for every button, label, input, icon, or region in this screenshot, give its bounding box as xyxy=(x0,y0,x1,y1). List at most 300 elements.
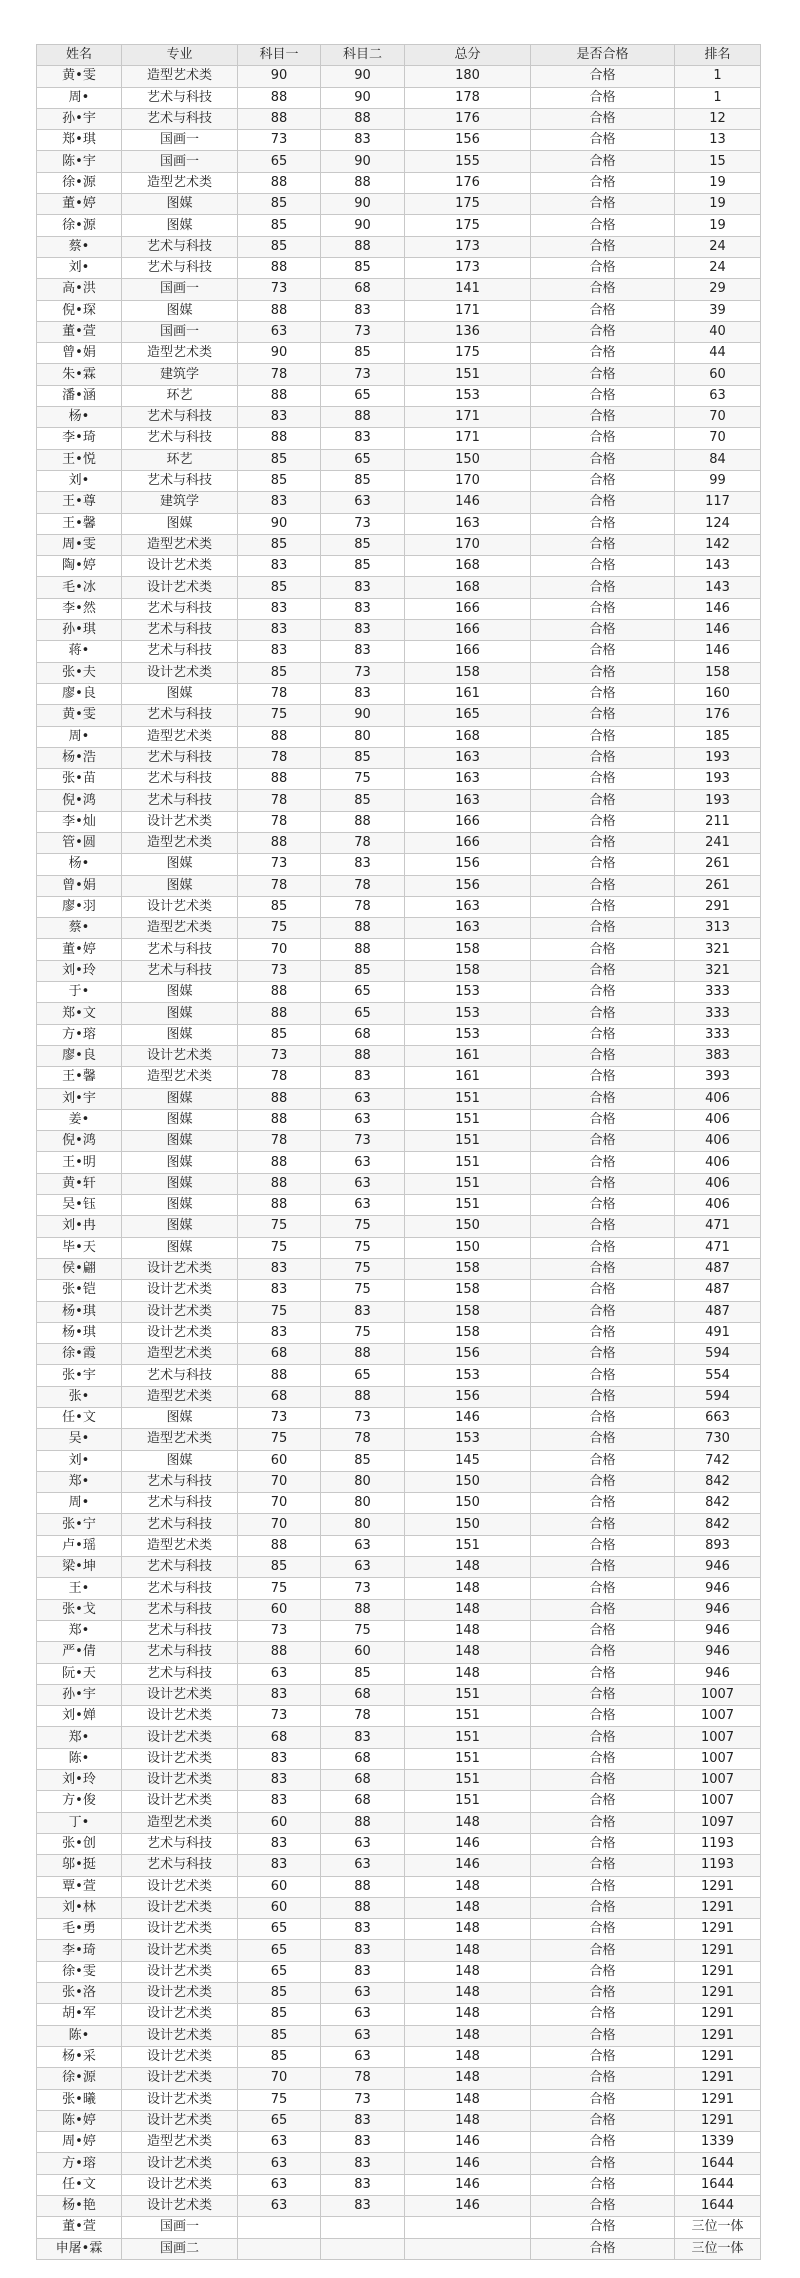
total-cell: 150 xyxy=(405,1493,531,1514)
subject-2-cell: 63 xyxy=(321,1088,405,1109)
name-cell: 张•洛 xyxy=(37,1983,122,2004)
rank-cell: 146 xyxy=(675,598,761,619)
name-cell: 周•雯 xyxy=(37,534,122,555)
score-table-container xyxy=(36,44,760,2260)
table-row xyxy=(37,2195,761,2216)
rank-cell: 406 xyxy=(675,1088,761,1109)
name-cell: 陈•婷 xyxy=(37,2110,122,2131)
subject-2-cell: 85 xyxy=(321,1450,405,1471)
subject-2-cell: 75 xyxy=(321,1280,405,1301)
table-row xyxy=(37,1514,761,1535)
rank-cell: 193 xyxy=(675,769,761,790)
qualified-cell: 合格 xyxy=(531,1642,675,1663)
table-row xyxy=(37,513,761,534)
rank-cell: 三位一体 xyxy=(675,2217,761,2238)
subject-2-cell: 90 xyxy=(321,87,405,108)
total-cell: 148 xyxy=(405,1961,531,1982)
subject-1-cell: 83 xyxy=(238,1684,321,1705)
major-cell: 造型艺术类 xyxy=(122,172,238,193)
major-cell: 图媒 xyxy=(122,1109,238,1130)
qualified-cell: 合格 xyxy=(531,982,675,1003)
total-cell: 146 xyxy=(405,492,531,513)
major-cell: 设计艺术类 xyxy=(122,1727,238,1748)
name-cell: 刘•冉 xyxy=(37,1216,122,1237)
major-cell: 国画一 xyxy=(122,130,238,151)
subject-1-cell: 83 xyxy=(238,1748,321,1769)
subject-1-cell: 65 xyxy=(238,1940,321,1961)
table-row xyxy=(37,470,761,491)
subject-1-cell: 65 xyxy=(238,2110,321,2131)
qualified-cell: 合格 xyxy=(531,257,675,278)
total-cell: 163 xyxy=(405,747,531,768)
total-cell: 153 xyxy=(405,1429,531,1450)
name-cell: 黄•雯 xyxy=(37,66,122,87)
rank-cell: 471 xyxy=(675,1216,761,1237)
qualified-cell: 合格 xyxy=(531,1770,675,1791)
subject-1-cell: 83 xyxy=(238,1833,321,1854)
qualified-cell: 合格 xyxy=(531,1855,675,1876)
subject-2-cell: 75 xyxy=(321,1322,405,1343)
table-row xyxy=(37,130,761,151)
major-cell: 设计艺术类 xyxy=(122,1897,238,1918)
qualified-cell: 合格 xyxy=(531,1706,675,1727)
total-cell: 175 xyxy=(405,215,531,236)
total-cell: 156 xyxy=(405,875,531,896)
subject-1-cell: 78 xyxy=(238,1067,321,1088)
rank-cell: 946 xyxy=(675,1620,761,1641)
subject-1-cell: 85 xyxy=(238,2046,321,2067)
major-cell: 艺术与科技 xyxy=(122,1833,238,1854)
name-cell: 杨• xyxy=(37,407,122,428)
subject-1-cell: 73 xyxy=(238,1620,321,1641)
total-cell: 146 xyxy=(405,2153,531,2174)
subject-1-cell: 83 xyxy=(238,1770,321,1791)
rank-cell: 193 xyxy=(675,790,761,811)
subject-2-cell: 60 xyxy=(321,1642,405,1663)
subject-2-cell: 80 xyxy=(321,1514,405,1535)
rank-cell: 13 xyxy=(675,130,761,151)
total-cell: 151 xyxy=(405,1152,531,1173)
header-subject-2: 科目二 xyxy=(321,45,405,66)
qualified-cell: 合格 xyxy=(531,1897,675,1918)
table-row xyxy=(37,2110,761,2131)
qualified-cell: 合格 xyxy=(531,215,675,236)
subject-2-cell: 90 xyxy=(321,705,405,726)
subject-2-cell: 88 xyxy=(321,1812,405,1833)
name-cell: 刘•玲 xyxy=(37,960,122,981)
table-row xyxy=(37,407,761,428)
name-cell: 董•婷 xyxy=(37,939,122,960)
table-row xyxy=(37,194,761,215)
subject-1-cell: 83 xyxy=(238,1258,321,1279)
subject-2-cell: 73 xyxy=(321,513,405,534)
major-cell: 艺术与科技 xyxy=(122,1557,238,1578)
table-row xyxy=(37,705,761,726)
table-row xyxy=(37,2068,761,2089)
subject-1-cell: 83 xyxy=(238,620,321,641)
table-row xyxy=(37,1599,761,1620)
subject-2-cell: 83 xyxy=(321,1961,405,1982)
total-cell: 148 xyxy=(405,2046,531,2067)
qualified-cell: 合格 xyxy=(531,577,675,598)
subject-1-cell: 75 xyxy=(238,705,321,726)
name-cell: 丁• xyxy=(37,1812,122,1833)
name-cell: 覃•萱 xyxy=(37,1876,122,1897)
subject-2-cell: 65 xyxy=(321,982,405,1003)
rank-cell: 1 xyxy=(675,87,761,108)
major-cell: 设计艺术类 xyxy=(122,2004,238,2025)
table-row xyxy=(37,1365,761,1386)
rank-cell: 1291 xyxy=(675,2046,761,2067)
subject-1-cell: 75 xyxy=(238,2089,321,2110)
major-cell: 造型艺术类 xyxy=(122,66,238,87)
table-row xyxy=(37,2132,761,2153)
rank-cell: 70 xyxy=(675,407,761,428)
name-cell: 任•文 xyxy=(37,1408,122,1429)
qualified-cell: 合格 xyxy=(531,1684,675,1705)
table-row xyxy=(37,1024,761,1045)
major-cell: 艺术与科技 xyxy=(122,108,238,129)
subject-2-cell: 83 xyxy=(321,854,405,875)
table-row xyxy=(37,1386,761,1407)
subject-1-cell: 65 xyxy=(238,1919,321,1940)
table-row xyxy=(37,1983,761,2004)
major-cell: 设计艺术类 xyxy=(122,1983,238,2004)
subject-1-cell: 88 xyxy=(238,1642,321,1663)
name-cell: 严•倩 xyxy=(37,1642,122,1663)
subject-2-cell: 88 xyxy=(321,1897,405,1918)
major-cell: 设计艺术类 xyxy=(122,662,238,683)
subject-1-cell: 73 xyxy=(238,279,321,300)
rank-cell: 406 xyxy=(675,1109,761,1130)
subject-1-cell: 85 xyxy=(238,470,321,491)
subject-2-cell: 75 xyxy=(321,1237,405,1258)
rank-cell: 84 xyxy=(675,449,761,470)
subject-2-cell: 85 xyxy=(321,556,405,577)
qualified-cell: 合格 xyxy=(531,854,675,875)
qualified-cell: 合格 xyxy=(531,1322,675,1343)
subject-1-cell: 88 xyxy=(238,428,321,449)
subject-1-cell: 73 xyxy=(238,1408,321,1429)
rank-cell: 594 xyxy=(675,1344,761,1365)
name-cell: 任•文 xyxy=(37,2174,122,2195)
table-row xyxy=(37,449,761,470)
major-cell: 设计艺术类 xyxy=(122,1684,238,1705)
subject-2-cell: 90 xyxy=(321,194,405,215)
table-row xyxy=(37,577,761,598)
subject-1-cell: 63 xyxy=(238,2174,321,2195)
qualified-cell: 合格 xyxy=(531,1195,675,1216)
table-row xyxy=(37,2025,761,2046)
subject-1-cell: 88 xyxy=(238,257,321,278)
name-cell: 刘•林 xyxy=(37,1897,122,1918)
rank-cell: 1291 xyxy=(675,2004,761,2025)
header-major: 专业 xyxy=(122,45,238,66)
subject-2-cell: 83 xyxy=(321,2195,405,2216)
subject-1-cell: 85 xyxy=(238,449,321,470)
name-cell: 卢•瑶 xyxy=(37,1535,122,1556)
total-cell: 158 xyxy=(405,1322,531,1343)
qualified-cell: 合格 xyxy=(531,1919,675,1940)
qualified-cell: 合格 xyxy=(531,2068,675,2089)
subject-2-cell: 88 xyxy=(321,939,405,960)
subject-2-cell: 85 xyxy=(321,534,405,555)
qualified-cell: 合格 xyxy=(531,2132,675,2153)
qualified-cell: 合格 xyxy=(531,2238,675,2259)
subject-1-cell: 85 xyxy=(238,896,321,917)
subject-2-cell: 85 xyxy=(321,1663,405,1684)
major-cell: 艺术与科技 xyxy=(122,428,238,449)
rank-cell: 146 xyxy=(675,641,761,662)
table-row xyxy=(37,1344,761,1365)
qualified-cell: 合格 xyxy=(531,1557,675,1578)
subject-1-cell: 63 xyxy=(238,2195,321,2216)
table-row xyxy=(37,343,761,364)
qualified-cell: 合格 xyxy=(531,811,675,832)
qualified-cell: 合格 xyxy=(531,1961,675,1982)
rank-cell: 1644 xyxy=(675,2174,761,2195)
name-cell: 张•苗 xyxy=(37,769,122,790)
qualified-cell: 合格 xyxy=(531,705,675,726)
table-row xyxy=(37,1195,761,1216)
total-cell: 158 xyxy=(405,1258,531,1279)
major-cell: 图媒 xyxy=(122,1216,238,1237)
rank-cell: 946 xyxy=(675,1642,761,1663)
qualified-cell: 合格 xyxy=(531,662,675,683)
total-cell: 158 xyxy=(405,1280,531,1301)
rank-cell: 1097 xyxy=(675,1812,761,1833)
major-cell: 设计艺术类 xyxy=(122,1961,238,1982)
major-cell: 图媒 xyxy=(122,1237,238,1258)
major-cell: 艺术与科技 xyxy=(122,620,238,641)
rank-cell: 946 xyxy=(675,1578,761,1599)
major-cell: 艺术与科技 xyxy=(122,87,238,108)
major-cell: 设计艺术类 xyxy=(122,2110,238,2131)
total-cell: 163 xyxy=(405,896,531,917)
subject-2-cell: 80 xyxy=(321,726,405,747)
total-cell: 146 xyxy=(405,1408,531,1429)
name-cell: 王•尊 xyxy=(37,492,122,513)
table-row xyxy=(37,2238,761,2259)
qualified-cell: 合格 xyxy=(531,470,675,491)
qualified-cell: 合格 xyxy=(531,1748,675,1769)
subject-1-cell: 63 xyxy=(238,2132,321,2153)
name-cell: 徐•源 xyxy=(37,172,122,193)
rank-cell: 487 xyxy=(675,1301,761,1322)
total-cell: 151 xyxy=(405,1109,531,1130)
subject-1-cell: 88 xyxy=(238,1173,321,1194)
name-cell: 陈•宇 xyxy=(37,151,122,172)
major-cell: 国画一 xyxy=(122,321,238,342)
name-cell: 潘•涵 xyxy=(37,385,122,406)
subject-1-cell: 70 xyxy=(238,1471,321,1492)
name-cell: 毛•勇 xyxy=(37,1919,122,1940)
subject-1-cell: 83 xyxy=(238,641,321,662)
rank-cell: 313 xyxy=(675,918,761,939)
qualified-cell: 合格 xyxy=(531,1301,675,1322)
table-row xyxy=(37,620,761,641)
subject-1-cell: 75 xyxy=(238,918,321,939)
qualified-cell: 合格 xyxy=(531,832,675,853)
table-row xyxy=(37,1280,761,1301)
subject-2-cell: 63 xyxy=(321,1173,405,1194)
name-cell: 杨•浩 xyxy=(37,747,122,768)
subject-2-cell: 83 xyxy=(321,1940,405,1961)
total-cell: 166 xyxy=(405,598,531,619)
rank-cell: 333 xyxy=(675,982,761,1003)
rank-cell: 142 xyxy=(675,534,761,555)
table-row xyxy=(37,172,761,193)
subject-1-cell: 70 xyxy=(238,1514,321,1535)
subject-1-cell: 88 xyxy=(238,108,321,129)
rank-cell: 321 xyxy=(675,960,761,981)
subject-2-cell: 88 xyxy=(321,811,405,832)
name-cell: 刘•婵 xyxy=(37,1706,122,1727)
name-cell: 侯•翩 xyxy=(37,1258,122,1279)
total-cell: 158 xyxy=(405,939,531,960)
subject-1-cell: 83 xyxy=(238,1855,321,1876)
major-cell: 设计艺术类 xyxy=(122,556,238,577)
total-cell: 163 xyxy=(405,769,531,790)
subject-2-cell: 83 xyxy=(321,641,405,662)
rank-cell: 406 xyxy=(675,1195,761,1216)
total-cell: 158 xyxy=(405,662,531,683)
rank-cell: 1291 xyxy=(675,1983,761,2004)
rank-cell: 594 xyxy=(675,1386,761,1407)
qualified-cell: 合格 xyxy=(531,726,675,747)
table-row xyxy=(37,66,761,87)
name-cell: 孙•宇 xyxy=(37,1684,122,1705)
qualified-cell: 合格 xyxy=(531,130,675,151)
rank-cell: 1007 xyxy=(675,1727,761,1748)
table-row xyxy=(37,492,761,513)
subject-2-cell: 88 xyxy=(321,407,405,428)
name-cell: 廖•良 xyxy=(37,683,122,704)
total-cell: 176 xyxy=(405,108,531,129)
rank-cell: 40 xyxy=(675,321,761,342)
total-cell: 148 xyxy=(405,1876,531,1897)
subject-1-cell: 78 xyxy=(238,790,321,811)
qualified-cell: 合格 xyxy=(531,896,675,917)
rank-cell: 730 xyxy=(675,1429,761,1450)
major-cell: 艺术与科技 xyxy=(122,769,238,790)
major-cell: 图媒 xyxy=(122,1024,238,1045)
subject-1-cell: 70 xyxy=(238,2068,321,2089)
subject-2-cell: 83 xyxy=(321,2174,405,2195)
header-subject-1: 科目一 xyxy=(238,45,321,66)
major-cell: 环艺 xyxy=(122,449,238,470)
qualified-cell: 合格 xyxy=(531,769,675,790)
qualified-cell: 合格 xyxy=(531,1386,675,1407)
subject-1-cell: 68 xyxy=(238,1727,321,1748)
qualified-cell: 合格 xyxy=(531,1131,675,1152)
table-row xyxy=(37,1940,761,1961)
major-cell: 设计艺术类 xyxy=(122,2089,238,2110)
name-cell: 邬•挺 xyxy=(37,1855,122,1876)
name-cell: 张•宁 xyxy=(37,1514,122,1535)
name-cell: 王• xyxy=(37,1578,122,1599)
total-cell: 153 xyxy=(405,385,531,406)
rank-cell: 554 xyxy=(675,1365,761,1386)
total-cell: 166 xyxy=(405,811,531,832)
qualified-cell: 合格 xyxy=(531,1791,675,1812)
total-cell: 165 xyxy=(405,705,531,726)
name-cell: 姜• xyxy=(37,1109,122,1130)
rank-cell: 946 xyxy=(675,1557,761,1578)
qualified-cell: 合格 xyxy=(531,279,675,300)
rank-cell: 842 xyxy=(675,1493,761,1514)
major-cell: 艺术与科技 xyxy=(122,939,238,960)
qualified-cell: 合格 xyxy=(531,321,675,342)
table-row xyxy=(37,1067,761,1088)
major-cell: 造型艺术类 xyxy=(122,343,238,364)
table-row xyxy=(37,1897,761,1918)
subject-2-cell: 68 xyxy=(321,1791,405,1812)
table-row xyxy=(37,364,761,385)
name-cell: 刘•玲 xyxy=(37,1770,122,1791)
qualified-cell: 合格 xyxy=(531,1833,675,1854)
subject-1-cell: 78 xyxy=(238,683,321,704)
rank-cell: 39 xyxy=(675,300,761,321)
major-cell: 艺术与科技 xyxy=(122,1642,238,1663)
total-cell: 148 xyxy=(405,2110,531,2131)
qualified-cell: 合格 xyxy=(531,1258,675,1279)
subject-1-cell: 60 xyxy=(238,1897,321,1918)
subject-1-cell: 83 xyxy=(238,1791,321,1812)
total-cell: 148 xyxy=(405,1620,531,1641)
rank-cell: 842 xyxy=(675,1514,761,1535)
major-cell: 图媒 xyxy=(122,875,238,896)
total-cell: 166 xyxy=(405,832,531,853)
major-cell: 设计艺术类 xyxy=(122,896,238,917)
subject-2-cell: 63 xyxy=(321,1109,405,1130)
subject-1-cell: 63 xyxy=(238,1663,321,1684)
table-row xyxy=(37,1429,761,1450)
subject-2-cell: 73 xyxy=(321,1578,405,1599)
subject-1-cell: 83 xyxy=(238,556,321,577)
subject-2-cell: 73 xyxy=(321,1131,405,1152)
subject-2-cell: 83 xyxy=(321,2153,405,2174)
name-cell: 倪•鸿 xyxy=(37,790,122,811)
rank-cell: 176 xyxy=(675,705,761,726)
rank-cell: 1193 xyxy=(675,1833,761,1854)
subject-2-cell: 90 xyxy=(321,215,405,236)
table-row xyxy=(37,215,761,236)
qualified-cell: 合格 xyxy=(531,1429,675,1450)
name-cell: 高•洪 xyxy=(37,279,122,300)
major-cell: 艺术与科技 xyxy=(122,641,238,662)
name-cell: 王•馨 xyxy=(37,1067,122,1088)
total-cell: 146 xyxy=(405,2132,531,2153)
major-cell: 设计艺术类 xyxy=(122,577,238,598)
name-cell: 张•铠 xyxy=(37,1280,122,1301)
rank-cell: 406 xyxy=(675,1173,761,1194)
major-cell: 设计艺术类 xyxy=(122,1322,238,1343)
subject-2-cell: 63 xyxy=(321,1535,405,1556)
major-cell: 设计艺术类 xyxy=(122,1258,238,1279)
subject-1-cell: 83 xyxy=(238,407,321,428)
major-cell: 造型艺术类 xyxy=(122,1386,238,1407)
subject-1-cell: 85 xyxy=(238,534,321,555)
subject-1-cell: 88 xyxy=(238,1088,321,1109)
qualified-cell: 合格 xyxy=(531,875,675,896)
total-cell: 148 xyxy=(405,2068,531,2089)
name-cell: 王•明 xyxy=(37,1152,122,1173)
total-cell: 151 xyxy=(405,1684,531,1705)
name-cell: 郑• xyxy=(37,1471,122,1492)
subject-2-cell: 75 xyxy=(321,1620,405,1641)
table-row xyxy=(37,87,761,108)
